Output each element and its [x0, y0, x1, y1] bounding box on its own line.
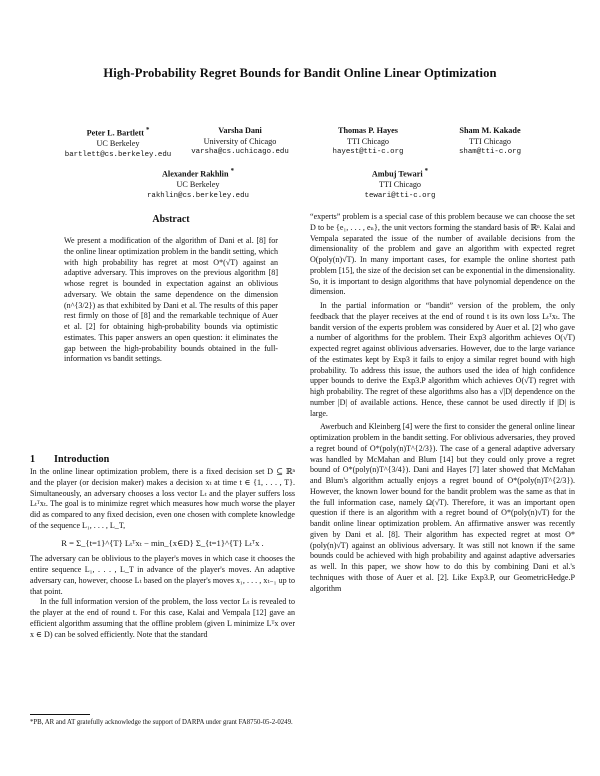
- author-name: Peter L. Bartlett *: [86, 127, 150, 138]
- author-name: Thomas P. Hayes: [338, 126, 398, 135]
- section-title: Introduction: [54, 454, 110, 465]
- footnote-rule: [30, 714, 90, 715]
- intro-paragraph: In the online linear optimization problem, there is a fixed decision set D ⊆ ℝⁿ and the player (or decision maker) makes a decision xₜ at time t ∈ {1, . . . , T}. Simultaneously, an adversary chooses a loss vector Lₜ and the player suffers loss Lₜᵀxₜ. The goal is to minimize regret which measures how much worse the player did as compared to any fixed decision, even one chosen with complete knowledge of the sequence L₁, . . . , L_T,: [30, 467, 295, 530]
- body-paragraph: “experts” problem is a special case of this problem because we can choose the set D to be {e₁, . . . , eₙ}, the unit vectors forming the standard basis of ℝⁿ. Kalai and Vempala separated the issue of the number of available decisions from the dimensionality of the problem and gave an algorithm with expected regret O(poly(n)√T). In many important cases, for example the online shortest path problem [15], the size of the decision set can be exponential in the dimensionality. So, it is important to design algorithms that have polynomial dependence on the dimension.: [310, 212, 575, 297]
- author-affiliation: TTI Chicago: [346, 136, 390, 146]
- author-email[interactable]: sham@tti-c.org: [458, 148, 522, 157]
- section-heading: [30, 454, 109, 465]
- author-block: [128, 167, 268, 202]
- regret-equation: R = Σ_{t=1}^{T} Lₜᵀxₜ − min_{x∈D} Σ_{t=1}^{T} Lₜᵀx .: [61, 537, 264, 548]
- author-name: Sham M. Kakade: [459, 126, 521, 135]
- author-block: [318, 126, 418, 158]
- author-block: [440, 126, 540, 158]
- footnote: *PB, AR and AT gratefully acknowledge the support of DARPA under grant FA8750-05-2-0249.: [30, 719, 293, 726]
- author-block: [340, 167, 460, 202]
- author-name: Varsha Dani: [218, 126, 262, 135]
- author-name: Ambuj Tewari *: [371, 168, 429, 179]
- paper-title: High-Probability Regret Bounds for Bandit Online Linear Optimization: [103, 66, 497, 80]
- author-email[interactable]: varsha@cs.uchicago.edu: [191, 148, 289, 157]
- right-column: [310, 212, 575, 594]
- author-email[interactable]: bartlett@cs.berkeley.edu: [64, 150, 172, 159]
- author-email[interactable]: hayest@tti-c.org: [332, 148, 404, 157]
- abstract-heading: Abstract: [152, 214, 190, 225]
- left-column: [30, 467, 295, 640]
- author-affiliation: UC Berkeley: [176, 180, 220, 190]
- author-name: Alexander Rakhlin *: [162, 168, 234, 179]
- intro-paragraph: In the full information version of the problem, the loss vector Lₜ is revealed to the player at the end of round t. For this case, Kalai and Vempala [12] gave an efficient algorithm assuming that the offline problem (given L minimize Lᵀx over x ∈ D) can be solved efficiently. Note that the standard: [30, 597, 295, 639]
- author-affiliation: TTI Chicago: [378, 180, 422, 190]
- abstract-body: [64, 236, 278, 365]
- abstract-text: We present a modification of the algorithm of Dani et al. [8] for the online linear optimization problem in the bandit setting, which with high probability has regret at most O*(√T) against an adaptive adversary. This improves on the previous algorithm [8] whose regret is bounded in expectation against an oblivious adversary. We obtain the same dependence on the dimension (n^{3/2}) as that exhibited by Dani et al. The results of this paper rest firmly on those of [8] and the remarkable technique of Auer et al. [2] for obtaining high-probability bounds via optimistic estimates. This paper answers an open question: it eliminates the gap between the high-probability bounds obtained in the full-information vs bandit settings.: [64, 236, 278, 364]
- intro-paragraph: The adversary can be oblivious to the player's moves in which case it chooses the entire sequence L₁, . . . , L_T in advance of the player's moves. An adaptive adversary can, however, choose Lₜ based on the player's moves x₁, . . . , xₜ₋₁ up to that point.: [30, 554, 295, 596]
- author-affiliation: University of Chicago: [203, 136, 277, 146]
- author-affiliation: TTI Chicago: [468, 136, 512, 146]
- author-block: [58, 126, 178, 161]
- author-affiliation: UC Berkeley: [96, 139, 140, 149]
- author-email[interactable]: rakhlin@cs.berkeley.edu: [146, 191, 249, 200]
- body-paragraph: In the partial information or “bandit” version of the problem, the only feedback that the player receives at the end of round t is its own loss Lₜᵀxₜ. The bandit version of the experts problem was considered by Auer et al. [2] who gave a number of algorithms for the problem. Their Exp3 algorithm achieves O(√T) expected regret against oblivious adversaries. However, due to the large variance of the estimates kept by Exp3 it fails to enjoy a similar regret bound with high probability. To address this issue, the authors used the idea of high confidence upper bounds to derive the Exp3.P algorithm which achieves O(√T) regret with high probability. The regret of these algorithms also has a √|D| dependence on the number |D| of available actions. Hence, these cannot be used directly if |D| is large.: [310, 301, 575, 418]
- body-paragraph: Awerbuch and Kleinberg [4] were the first to consider the general online linear optimization problem in the bandit setting. For oblivious adversaries, they proved a regret bound of O*(poly(n)T^{2/3}). The case of a general adaptive adversary was handled by McMahan and Blum [14] but they could only prove a regret bound of O*(poly(n)T^{3/4}). Dani and Hayes [7] later showed that McMahan and Blum's algorithm actually enjoys a regret bound of O*(poly(n)T^{2/3}). However, the known lower bound for the bandit problem was the same as that in the full information case, namely Ω(√T). Therefore, it was an important open question if there is an algorithm with a regret bound of O*(poly(n)√T) for the bandit online linear optimization problem. An affirmative answer was recently given by Dani et al. [8]. Their algorithm has expected regret at most O*(poly(n)√T) against an oblivious adversary. It was still not known if the same bounds could be achieved with high probability and against adaptive adversaries as well. In this paper, we show how to do this by combining Dani et al.'s techniques with those of Auer et al. [2]. Like Exp3.P, our GeometricHedge.P algorithm: [310, 422, 575, 593]
- author-email[interactable]: tewari@tti-c.org: [364, 191, 436, 200]
- section-number: 1: [30, 454, 36, 465]
- author-block: [178, 126, 302, 158]
